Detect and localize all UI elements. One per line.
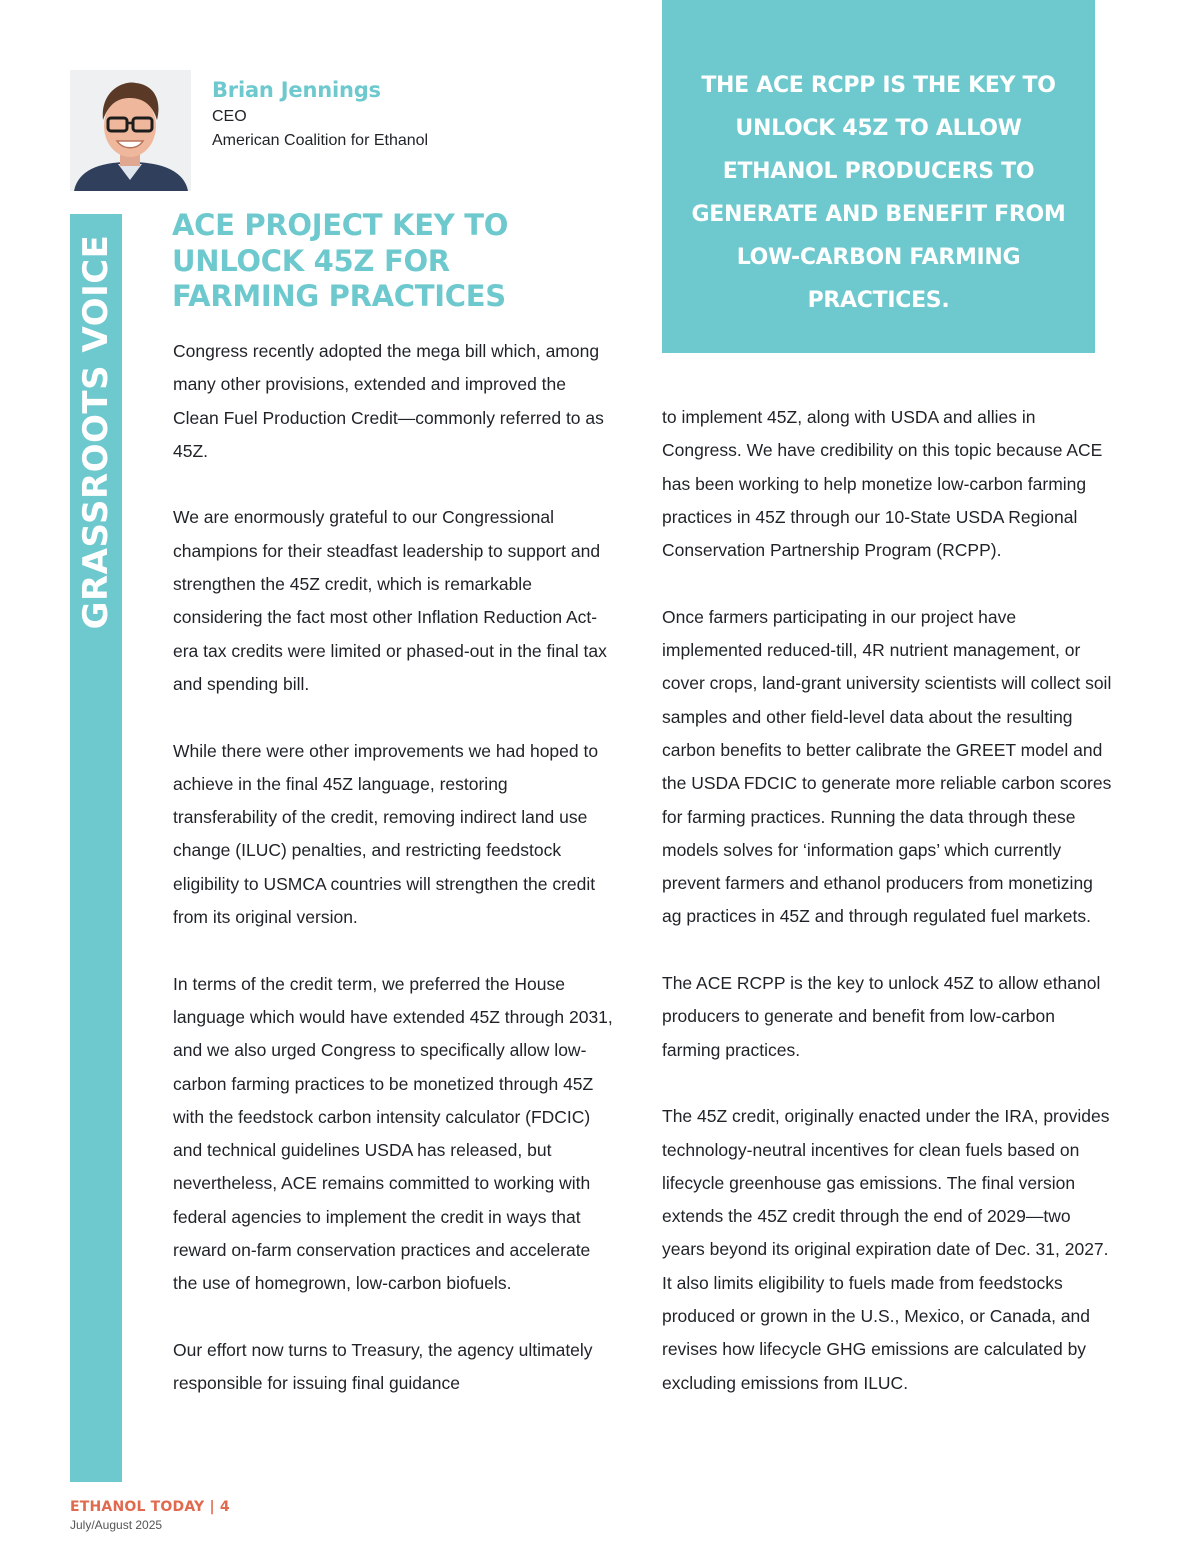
paragraph: We are enormously grateful to our Congressional champions for their steadfast leadership to support and strengthen the 45Z credit, which is remarkable considering the fact most other Inflation Reduction Act-era tax credits were limited or phased-out in the final tax and spending bill. — [173, 507, 607, 694]
pull-quote: THE ACE RCPP IS THE KEY TO UNLOCK 45Z TO ALLOW ETHANOL PRODUCERS TO GENERATE AND BENEFIT FROM LOW-CARBON FARMING PRACTICES. — [662, 0, 1095, 353]
paragraph: The ACE RCPP is the key to unlock 45Z to allow ethanol producers to generate and benefit from low-carbon farming practices. — [662, 973, 1101, 1060]
footer-date: July/August 2025 — [70, 1518, 163, 1532]
body-column-left — [173, 335, 613, 1434]
paragraph: Once farmers participating in our project have implemented reduced-till, 4R nutrient management, or cover crops, land-grant university scientists will collect soil samples and other field-level data about the resulting carbon benefits to better calibrate the GREET model and the USDA FDCIC to generate more reliable carbon scores for farming practices. Running the data through these models solves for ‘information gaps’ which currently prevent farmers and ethanol producers from monetizing ag practices in 45Z and through regulated fuel markets. — [662, 606, 1112, 927]
paragraph: In terms of the credit term, we preferred the House language which would have extended 45Z through 2031, and we also urged Congress to specifically allow low-carbon farming practices to be monetized through 45Z with the feedstock carbon intensity calculator (FDCIC) and technical guidelines USDA has released, but nevertheless, ACE remains committed to working with federal agencies to implement the credit in ways that reward on-farm conservation practices and accelerate the use of homegrown, low-carbon biofuels. — [173, 973, 613, 1294]
paragraph: Our effort now turns to Treasury, the agency ultimately responsible for issuing final guidance — [173, 1339, 593, 1394]
author-organization: American Coalition for Ethanol — [212, 132, 429, 149]
author-name: Brian Jennings — [212, 78, 381, 102]
footer-publication: ETHANOL TODAY | 4 — [70, 1499, 230, 1515]
paragraph: The 45Z credit, originally enacted under the IRA, provides technology-neutral incentives for clean fuels based on lifecycle greenhouse gas emissions. The final version extends the 45Z credit through the end of 2029—two years beyond its original expiration date of Dec. 31, 2027. It also limits eligibility to fuels made from feedstocks produced or grown in the U.S., Mexico, or Canada, and revises how lifecycle GHG emissions are calculated by excluding emissions from ILUC. — [662, 1106, 1110, 1393]
article-headline: ACE PROJECT KEY TO UNLOCK 45Z FOR FARMING PRACTICES — [172, 208, 509, 313]
paragraph: Congress recently adopted the mega bill which, among many other provisions, extended and improved the Clean Fuel Production Credit—commonly referred to as 45Z. — [173, 341, 604, 461]
paragraph: to implement 45Z, along with USDA and allies in Congress. We have credibility on this topic because ACE has been working to help monetize low-carbon farming practices in 45Z through our 10-State USDA Regional Conservation Partnership Program (RCPP). — [662, 407, 1103, 561]
section-label: GRASSROOTS VOICE — [76, 234, 116, 630]
paragraph: While there were other improvements we had hoped to achieve in the final 45Z language, restoring transferability of the credit, removing indirect land use change (ILUC) penalties, and restricting feedstock eligibility to USMCA countries will strengthen the credit from its original version. — [173, 740, 599, 928]
author-photo — [70, 70, 191, 191]
author-role: CEO — [212, 108, 247, 125]
body-column-right — [662, 401, 1112, 1433]
author-portrait-icon — [70, 70, 191, 191]
